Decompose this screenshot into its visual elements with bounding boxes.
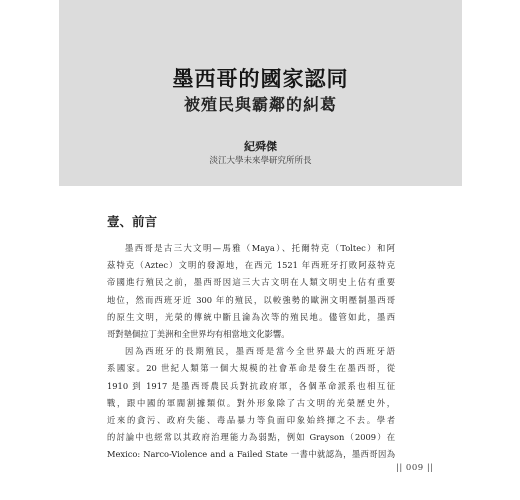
page-number: || 009 || (396, 463, 434, 473)
paragraph-line: Mexico: Narco-Violence and a Failed State 一書中就認為，墨西哥因為 (107, 449, 395, 460)
paragraph-line: 近來的貪污、政府失能、毒品暴力等負面印象始終揮之不去。學者 (107, 414, 395, 425)
paper-subtitle: 被殖民與霸鄰的糾葛 (183, 95, 337, 114)
paragraph-line: 的原生文明，光榮的傳統中斷且淪為次等的殖民地。儘管如此，墨西 (107, 311, 395, 322)
paragraph-line: 系國家。20 世紀人類第一個大規模的社會革命是發生在墨西哥，從 (107, 363, 395, 374)
paragraph-line: 哥對墊個拉丁美洲和全世界均有相當地文化影響。 (107, 328, 290, 339)
paragraph-line: 帝國進行殖民之前，墨西哥因這三大古文明在人類文明史上佔有重要 (107, 277, 395, 288)
author-affiliation: 淡江大學未來學研究所所長 (209, 156, 312, 166)
paper-title: 墨西哥的國家認同 (172, 66, 349, 91)
paragraph-line: 戰，跟中國的軍閥割據類似。對外形象除了古文明的光榮歷史外， (107, 397, 395, 408)
paragraph-line: 茲特克（Aztec）文明的發源地，在西元 1521 年西班牙打敗阿茲特克 (107, 260, 395, 271)
paragraph-line: 的討論中也經常以其政府治理能力為弱點，例如 Grayson（2009）在 (107, 432, 395, 443)
author-name: 紀舜傑 (244, 140, 277, 153)
section-heading: 壹、前言 (107, 214, 158, 229)
paragraph-line: 因為西班牙的長期殖民，墨西哥是當今全世界最大的西班牙語 (125, 346, 395, 357)
paragraph-line: 地位，然而西班牙近 300 年的殖民，以較強勢的歐洲文明壓制墨西哥 (107, 294, 395, 305)
paragraph-line: 1910 到 1917 是墨西哥農民兵對抗政府軍，各個革命派系也相互征 (107, 380, 395, 391)
body-text (107, 240, 395, 463)
paragraph-line: 墨西哥是古三大文明—馬雅（Maya）、托爾特克（Toltec）和阿 (125, 243, 395, 253)
